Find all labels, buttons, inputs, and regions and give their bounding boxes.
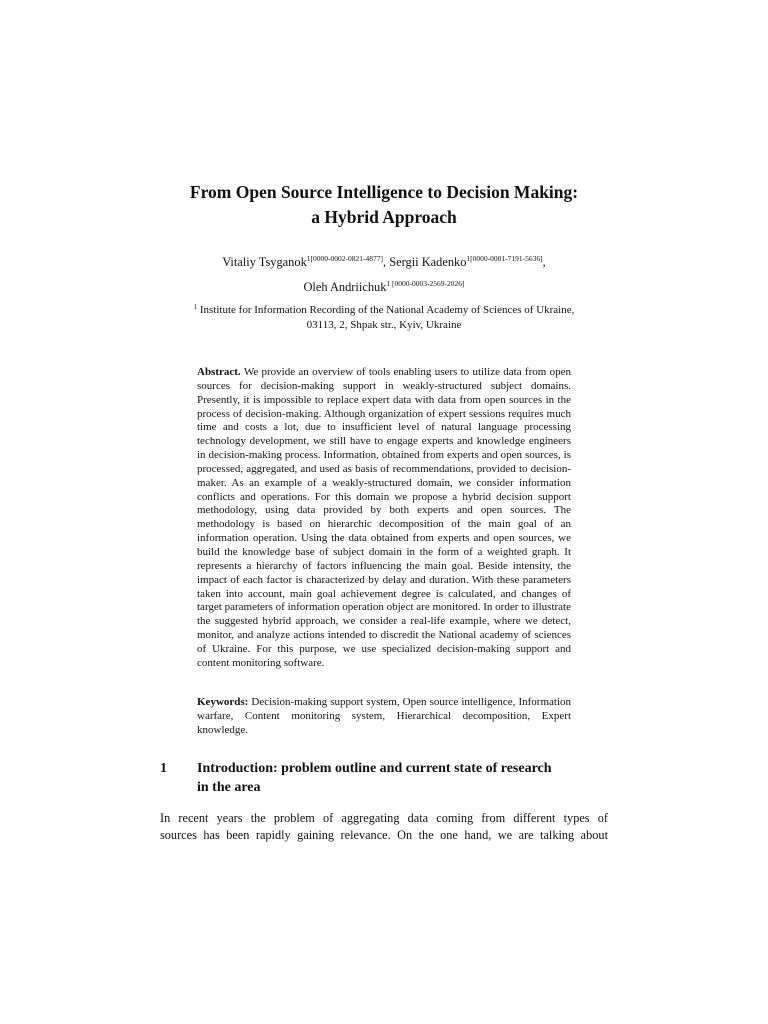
author-list [0,250,768,300]
section-title-line-1: Introduction: problem outline and current state of research [197,761,552,776]
author-orcid: 1[0000-0001-7191-5636] [466,254,543,263]
author-line-2 [0,275,768,300]
body-paragraph [160,810,608,843]
body-line-1: In recent years the problem of aggregating data coming from different types of [160,811,608,825]
title-line-2: a Hybrid Approach [311,207,457,227]
author-name: Sergii Kadenko [389,255,467,269]
author-separator: , [383,255,390,269]
keywords-label: Keywords: [197,696,249,708]
author-line-1 [0,250,768,275]
abstract-label: Abstract. [197,366,241,378]
author-name: Oleh Andriichuk [303,280,387,294]
section-title [197,760,617,797]
author-orcid: 1 [0000-0003-2569-2026] [386,279,465,288]
affiliation-text: Institute for Information Recording of the National Academy of Sciences of Ukraine, [199,304,575,316]
abstract-text: We provide an overview of tools enabling users to utilize data from open sources for decision-making support in weakly-structured subject domains. Presently, it is impossible to replace expert data with data from open sources in the process of decision-making. Although organization of expert sessions requires much time and costs a lot, due to insufficient level of natural language processing technology development, we still have to engage experts and knowledge engineers in decision-making process. Information, obtained from experts and open sources, is processed, aggregated, and used as basis of recommendations, provided to decision-maker. As an example of a weakly-structured domain, we consider information conflicts and operations. For this domain we propose a hybrid decision support methodology, using data provided by both experts and open sources. The methodology is based on hierarchic decomposition of the main goal of an information operation. Using the data obtained from experts and open sources, we build the knowledge base of subject domain in the form of a weighted graph. It represents a hierarchy of factors influencing the main goal. Beside intensity, the impact of each factor is characterized by delay and duration. With these parameters taken into account, main goal achievement degree is calculated, and changes of target parameters of information operation object are monitored. In order to illustrate the suggested hybrid approach, we consider a real-life example, where we detect, monitor, and analyze actions intended to discredit the National academy of sciences of Ukraine. For this purpose, we use specialized decision-making support and content monitoring software. [197,366,571,669]
keywords-text: Decision-making support system, Open source intelligence, Information warfare, Content monitoring system, Hierarchical decomposition, Expert knowledge. [197,696,572,736]
abstract [197,366,571,671]
section-number: 1 [160,761,167,776]
affiliation-marker: 1 [193,303,198,311]
author-name: Vitaliy Tsyganok [222,255,307,269]
author-orcid: 1[0000-0002-0821-4877] [306,254,384,263]
body-line-2: sources has been rapidly gaining relevance. On the one hand, we are talking about [160,827,608,842]
section-title-line-2: in the area [197,779,261,795]
title-line-1: From Open Source Intelligence to Decision Making: [189,182,579,202]
keywords [197,696,571,738]
affiliation [0,303,768,332]
affiliation-line-1 [0,303,768,318]
affiliation-line-2: 03113, 2, Shpak str., Kyiv, Ukraine [306,318,462,331]
paper-title [0,180,768,230]
author-separator: , [542,255,546,269]
